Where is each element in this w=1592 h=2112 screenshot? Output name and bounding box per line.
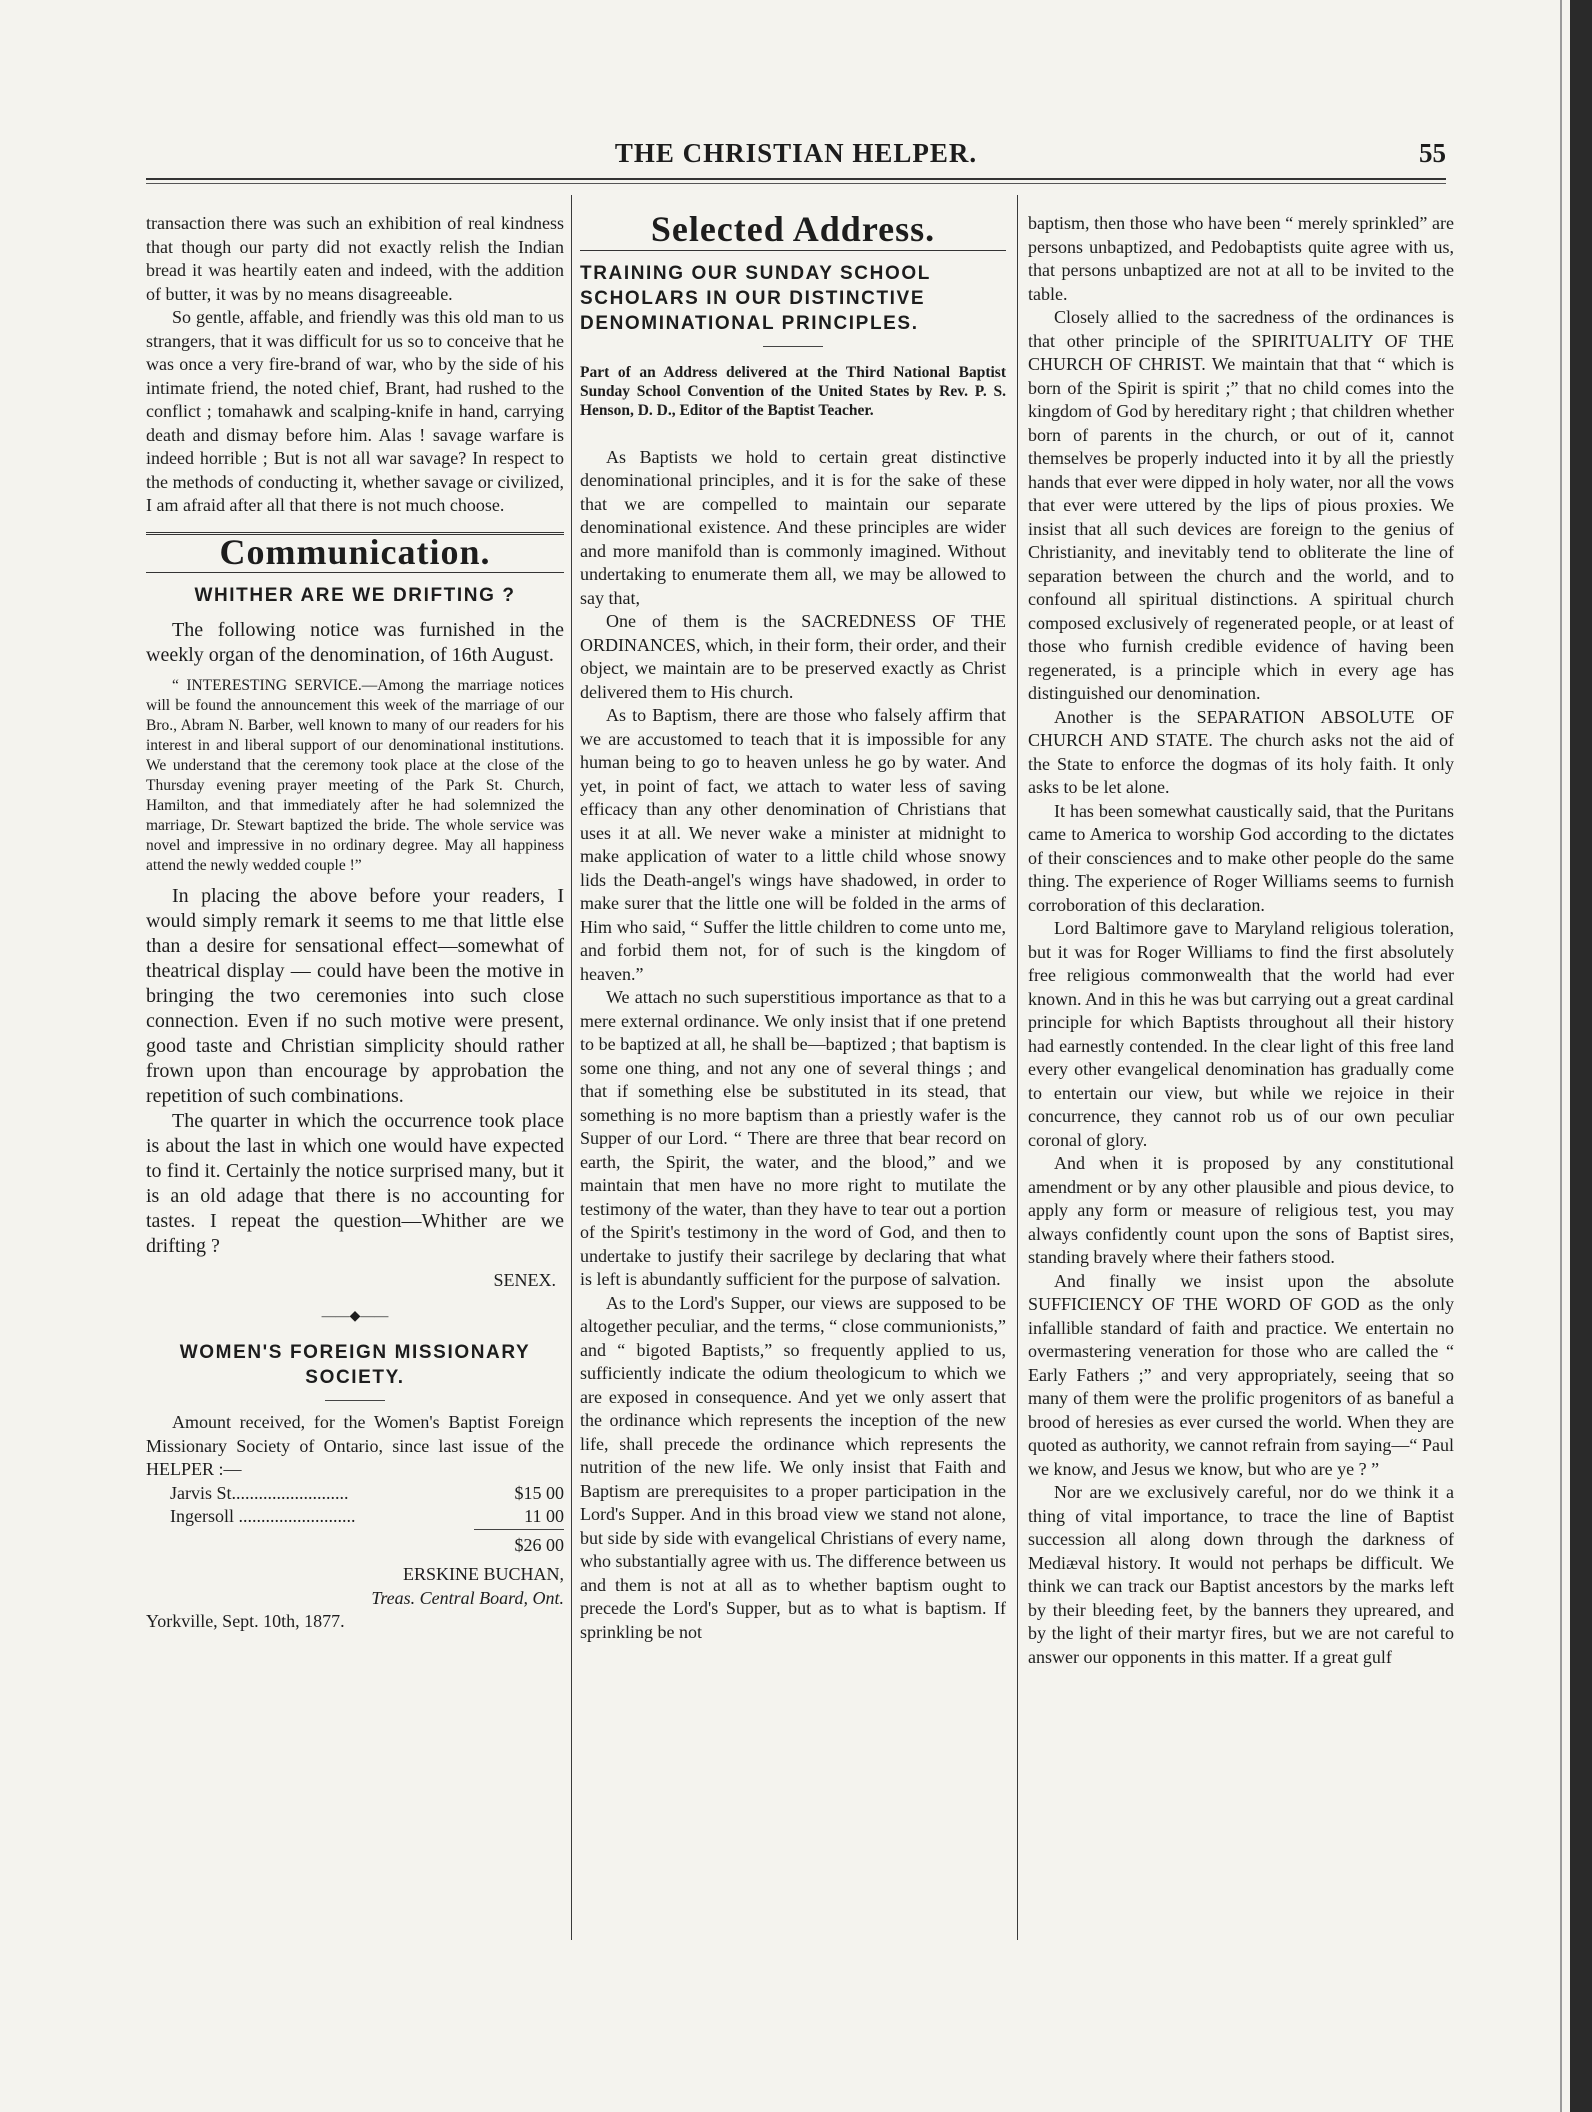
short-rule [325, 1400, 385, 1401]
column-left [146, 212, 564, 1634]
author-signature: SENEX. [493, 1270, 556, 1290]
ornament-divider: ——◆—— [321, 1308, 389, 1324]
ledger-total: $26 00 [514, 1534, 564, 1555]
column-divider [571, 195, 572, 1940]
section-title: Selected Address. [650, 209, 936, 249]
paragraph: As to the Lord's Supper, our views are supposed to be altogether peculiar, and the terms, “ close communionists,” and “ bigoted Baptists,” so frequently applied to us, sufficiently indicate the odium theologicum to which we are exposed in consequence. And yet we only assert that the ordinance which represents the inception of the new life, shall precede the ordinance which represents the nutrition of the new life. We only insist that Faith and Baptism are prerequisites to a proper participation in the Lord's Supper. And in this broad view we stand not alone, but side by side with evangelical Christians of every name, who substantially agree with us. The difference between us and them is not at all as to whether baptism ought to precede the Lord's Supper, but as to what is baptism. If sprinkling be not [580, 1292, 1006, 1642]
paragraph: The quarter in which the occurrence took place is about the last in which one would have expected to find it. Certainly the notice surprised many, but it is an old adage that there is no accounting for tastes. I repeat the question—Whither are we drifting ? [146, 1110, 564, 1257]
ledger-label: Jarvis St.......................... [170, 1482, 349, 1503]
paragraph: And finally we insist upon the absolute SUFFICIENCY OF THE WORD OF GOD as the only infallible standard of faith and practice. We entertain no overmastering veneration for those who are called the “ Early Fathers ;” and very appropriately, seeing that so many of them were the prolific progenitors of as baneful a brood of heresies as ever cursed the world. When they are quoted as authority, we cannot refrain from saying—“ Paul we know, and Jesus we know, but who are ye ? ” [1028, 1270, 1454, 1479]
ledger-amount: 11 00 [524, 1506, 564, 1526]
section-rule [580, 250, 1006, 251]
paragraph: Another is the SEPARATION ABSOLUTE OF CHURCH AND STATE. The church asks not the aid of the State to enforce the dogmas of its holy faith. It only asks to be let alone. [1028, 706, 1454, 797]
paragraph: We attach no such superstitious importance as that to a mere external ordinance. We only insist that if one pretend to be baptized at all, he shall be—baptized ; that baptism is some one thing, and not any one of several things ; and that if something else be substituted in its stead, that something is no more baptism than a priestly wafer is the Supper of our Lord. “ There are three that bear record on earth, the Spirit, the water, and the blood,” and we maintain that men have no more right to mutilate the testimony of the water, than they have to tear out a portion of the Spirit's testimony in the word of God, and then to undertake to justify their sacrilege by declaring that what is left is abundantly sufficient for the purpose of salvation. [580, 987, 1006, 1289]
paragraph: Amount received, for the Women's Baptist Foreign Missionary Society of Ontario, since last issue of the HELPER :— [146, 1412, 564, 1479]
column-divider [1017, 195, 1018, 1940]
paragraph: And when it is proposed by any constitutional amendment or by any other plausible and pious device, to apply any form or measure of religious test, you may always confidently count upon the sons of Baptist sires, standing bravely where their fathers stood. [1028, 1153, 1454, 1267]
article-heading: TRAINING OUR SUNDAY SCHOOL SCHOLARS IN OUR DISTINCTIVE DENOMINATIONAL PRINCIPLES. [580, 262, 931, 334]
ledger-row [146, 1505, 564, 1529]
article-heading: WOMEN'S FOREIGN MISSIONARY SOCIETY. [179, 1342, 531, 1388]
paragraph: Nor are we exclusively careful, nor do we think it a thing of vital importance, to trace the line of Baptist succession all along down through the darkness of Mediæval history. It would not perhaps be difficult. We think we can track our Baptist ancestors by the marks left by their bleeding feet, by the banners they upreared, and by the light of their martyr fires, but we are not careful to answer our opponents in this matter. If a great gulf [1028, 1482, 1454, 1667]
page-number: 55 [1419, 138, 1446, 168]
column-right [1028, 212, 1454, 1669]
paragraph: One of them is the SACREDNESS OF THE ORDINANCES, which, in their form, their order, and their object, we maintain are to be preserved exactly as Christ delivered them to His church. [580, 611, 1006, 702]
header-rule [146, 178, 1446, 180]
treasurer-name: ERSKINE BUCHAN, [402, 1564, 564, 1584]
ledger-row [146, 1482, 564, 1506]
running-head [146, 138, 1446, 174]
paragraph: As to Baptism, there are those who falsely affirm that we are accustomed to teach that it is impossible for any human being to go to heaven unless he go by water. And yet, in point of fact, we attach to water less of saving efficacy than any other denomination of Christians that uses it at all. We never wake a minister at midnight to make application of water to a little child whose snowy lids the Death-angel's wings have shadowed, in order to make surer that the little one will be folded in the arms of Him who said, “ Suffer the little children to come unto me, and forbid them not, for of such is the kingdom of heaven.” [580, 705, 1006, 984]
binding-edge [1570, 0, 1592, 2112]
dateline: Yorkville, Sept. 10th, 1877. [146, 1611, 345, 1631]
paragraph: baptism, then those who have been “ merely sprinkled” are persons unbaptized, and Pedobaptists quite agree with us, that persons unbaptized are not at all to be invited to the table. [1028, 213, 1454, 304]
paragraph: Closely allied to the sacredness of the ordinances is that other principle of the SPIRITUALITY OF THE CHURCH OF CHRIST. We maintain that that “ which is born of the Spirit is spirit ;” that no child comes into the kingdom of God by hereditary right ; that children whether born of parents in the church, or out of it, cannot themselves be properly inducted into it by all the priestly hands that ever were dipped in holy water, nor all the vows that ever were uttered by the lips of pious proxies. We insist that all such devices are foreign to the genius of Christianity, and inevitably tend to obliterate the line of separation between the church and the world, and to confound all spiritual distinctions. A spiritual church composed exclusively of regenerated people, or at least of those who furnish credible evidence of having been regenerated, is a principle which in every age has distinguished our denomination. [1028, 307, 1454, 703]
ledger-label: Ingersoll .......................... [170, 1506, 356, 1526]
paragraph: transaction there was such an exhibition of real kindness that though our party did not exactly relish the Indian bread it was heartily eaten and indeed, with the addition of butter, it was by no means disagreeable. [146, 213, 564, 304]
short-rule [763, 346, 823, 347]
treasurer-title: Treas. Central Board, Ont. [371, 1587, 564, 1608]
section-title: Communication. [219, 531, 491, 572]
paragraph: It has been somewhat caustically said, that the Puritans came to America to worship God according to the dictates of their consciences and to make other people do the same thing. The experience of Roger Williams seems to furnish corroboration of this declaration. [1028, 800, 1454, 915]
ledger-amount: $15 00 [514, 1482, 564, 1503]
paragraph: Lord Baltimore gave to Maryland religious toleration, but it was for Roger Williams to find the first absolutely free religious commonwealth that the world had ever known. And in this he was but carrying out a great cardinal principle for which Baptists throughout all their history had earnestly contended. In the clear light of this free land every other evangelical denomination has gradually come to entertain our view, but while we rejoice in their concurrence, they cannot rob us of our own peculiar coronal of glory. [1028, 918, 1454, 1150]
publication-title: THE CHRISTIAN HELPER. [614, 138, 978, 168]
address-note: Part of an Address delivered at the Third National Baptist Sunday School Convention of the United States by Rev. P. S. Henson, D. D., Editor of the Baptist Teacher. [580, 363, 1006, 419]
paragraph: As Baptists we hold to certain great distinctive denominational principles, and it is for the sake of these that we are compelled to maintain our separate denominational existence. And these principles are wider and more manifold than is commonly imagined. Without undertaking to enumerate them all, we may be allowed to say that, [580, 446, 1006, 608]
binding-edge-line [1560, 0, 1562, 2112]
ledger-rule [474, 1529, 564, 1530]
article-heading: WHITHER ARE WE DRIFTING ? [194, 585, 516, 606]
header-rule-thin [146, 183, 1446, 184]
paragraph: The following notice was furnished in the weekly organ of the denomination, of 16th August. [146, 619, 564, 666]
section-rule [146, 572, 564, 573]
column-middle [580, 209, 1006, 1644]
paragraph: In placing the above before your readers, I would simply remark it seems to me that little else than a desire for sensational effect—somewhat of theatrical display — could have been the motive in bringing the two ceremonies into such close connection. Even if no such motive were present, good taste and Christian simplicity should rather frown upon than encourage by approbation the repetition of such combinations. [146, 885, 564, 1107]
paragraph: So gentle, affable, and friendly was this old man to us strangers, that it was difficult for us so to conceive that he was once a very fire-brand of war, who by the side of his intimate friend, the noted chief, Brant, had rushed to the conflict ; tomahawk and scalping-knife in hand, carrying death and dismay before him. Alas ! savage warfare is indeed horrible ; But is not all war savage? In respect to the methods of conducting it, whether savage or civilized, I am afraid after all that there is not much choose. [146, 307, 564, 515]
quoted-notice: “ INTERESTING SERVICE.—Among the marriage notices will be found the announcement this week of the marriage of our Bro., Abram N. Barber, well known to many of our readers for his interest in and liberal support of our denominational institutions. We understand that the ceremony took place at the close of the Thursday evening prayer meeting of the Park St. Church, Hamilton, and that immediately after he had solemnized the marriage, Dr. Stewart baptized the bride. The whole service was novel and impressive in no ordinary degree. May all happiness attend the newly wedded couple !” [146, 677, 564, 874]
